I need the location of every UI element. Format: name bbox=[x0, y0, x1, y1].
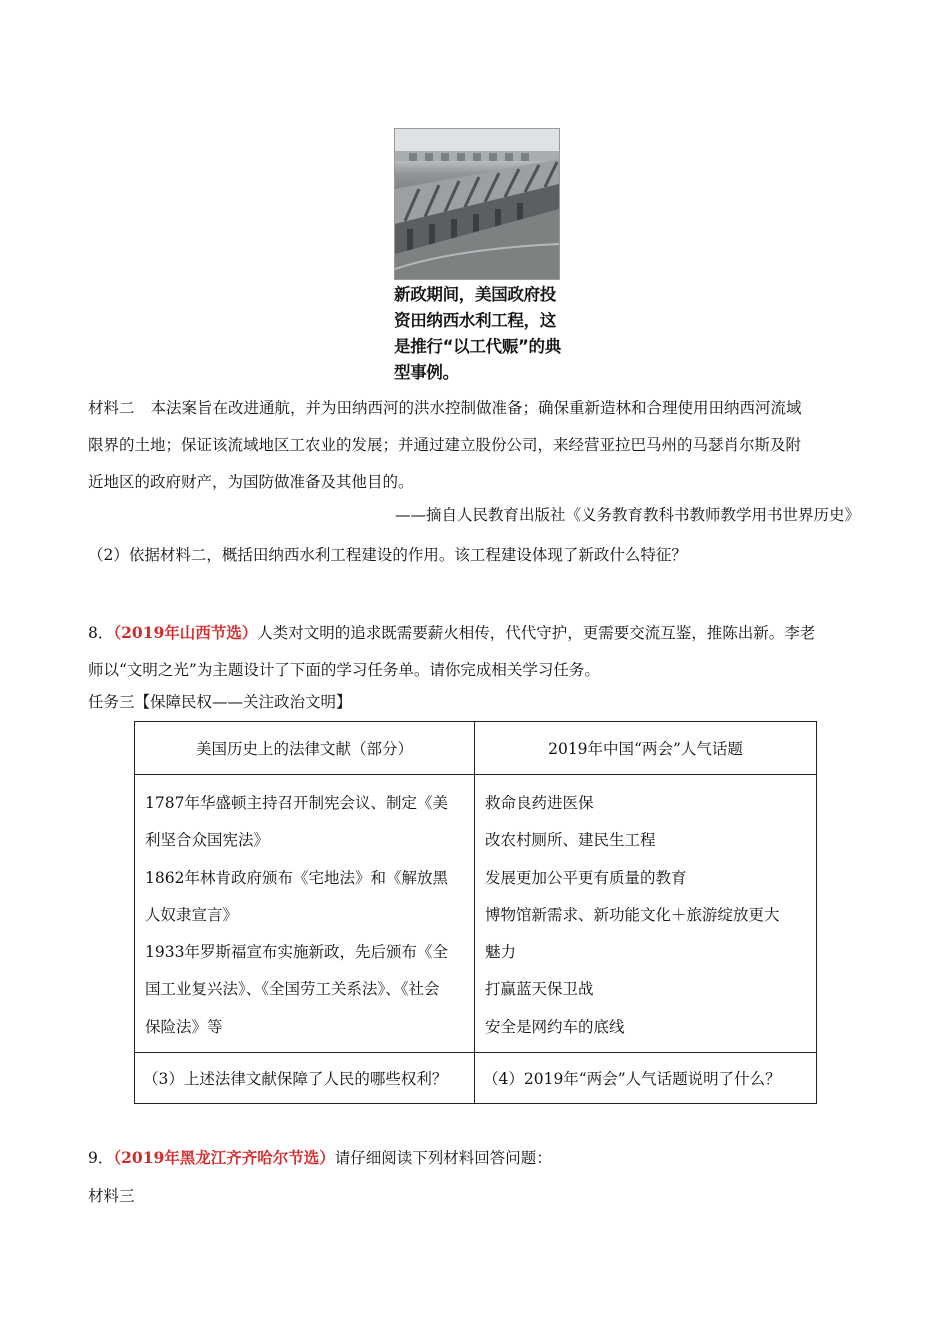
item8-source-tag: （2019年山西节选） bbox=[113, 623, 258, 642]
header-us-law-docs: 美国历史上的法律文献（部分） bbox=[135, 722, 475, 775]
dam-illustration bbox=[395, 129, 559, 279]
cell-line: 1933年罗斯福宣布实施新政，先后颁布《全 bbox=[145, 943, 448, 962]
caption-line: 是推行“以工代赈”的典 bbox=[394, 337, 561, 356]
item9-source-tag: （2019年黑龙江齐齐哈尔节选） bbox=[113, 1148, 335, 1167]
cell-line: 1787年华盛顿主持召开制宪会议、制定《美 bbox=[145, 794, 448, 812]
material2-source: ——摘自人民教育出版社《义务教育教科书教师教学用书世界历史》 bbox=[394, 506, 860, 524]
cell-line: 魅力 bbox=[485, 943, 517, 962]
cell-line: 博物馆新需求、新功能文化＋旅游绽放更大 bbox=[485, 905, 780, 924]
cell-line: 1862年林肯政府颁布《宅地法》和《解放黑 bbox=[145, 868, 448, 887]
item8-line: 8．（2019年山西节选）人类对文明的追求既需要薪火相传，代代守护，更需要交流互鉴，推陈出新。李老 bbox=[88, 623, 816, 642]
us-law-docs-cell bbox=[135, 775, 475, 1053]
cell-line: 发展更加公平更有质量的教育 bbox=[485, 868, 687, 887]
item9-line: 9．（2019年黑龙江齐齐哈尔节选）请仔细阅读下列材料回答问题： bbox=[88, 1148, 552, 1167]
two-sessions-topics-cell bbox=[475, 775, 817, 1053]
figure-caption bbox=[394, 282, 566, 386]
header-two-sessions-topics: 2019年中国“两会”人气话题 bbox=[475, 722, 817, 775]
tennessee-dam-photo bbox=[394, 128, 560, 280]
cell-line: 打赢蓝天保卫战 bbox=[485, 980, 594, 999]
material2-line: 近地区的政府财产，为国防做准备及其他目的。 bbox=[88, 473, 414, 491]
caption-line: 资田纳西水利工程，这 bbox=[394, 311, 557, 330]
law-documents-table bbox=[134, 721, 817, 1104]
task-three-title: 任务三【保障民权——关注政治文明】 bbox=[88, 693, 352, 711]
item8-line: 师以“文明之光”为主题设计了下面的学习任务单。请你完成相关学习任务。 bbox=[88, 661, 600, 679]
cell-line: 保险法》等 bbox=[145, 1017, 223, 1036]
item9-number: 9． bbox=[88, 1149, 114, 1167]
cell-line: 利坚合众国宪法》 bbox=[145, 831, 270, 850]
item8-number: 8． bbox=[88, 624, 114, 642]
cell-line: 救命良药进医保 bbox=[485, 794, 594, 812]
table-body-row bbox=[135, 775, 817, 1053]
material3-label: 材料三 bbox=[88, 1187, 135, 1205]
question-4: （4）2019年“两会”人气话题说明了什么？ bbox=[475, 1053, 817, 1104]
item8-paragraph bbox=[88, 614, 864, 689]
cell-line: 安全是网约车的底线 bbox=[485, 1017, 625, 1036]
cell-line: 改农村厕所、建民生工程 bbox=[485, 831, 656, 850]
material2-label: 材料二 bbox=[88, 399, 135, 417]
cell-line: 国工业复兴法》、《全国劳工关系法》、《社会 bbox=[145, 980, 440, 999]
question-3: （3）上述法律文献保障了人民的哪些权利？ bbox=[135, 1053, 475, 1104]
table-question-row bbox=[135, 1053, 817, 1104]
cell-line: 人奴隶宣言》 bbox=[145, 905, 239, 924]
material2-paragraph bbox=[88, 390, 864, 501]
material2-line: 材料二 本法案旨在改进通航，并为田纳西河的洪水控制做准备；确保重新造林和合理使用田纳西河流域 bbox=[88, 399, 802, 417]
table-header-row bbox=[135, 722, 817, 775]
figure bbox=[394, 128, 560, 386]
question-2: （2）依据材料二，概括田纳西水利工程建设的作用。该工程建设体现了新政什么特征？ bbox=[88, 546, 687, 564]
caption-line: 新政期间，美国政府投 bbox=[394, 285, 557, 304]
caption-line: 型事例。 bbox=[394, 363, 459, 382]
material2-line: 限界的土地；保证该流域地区工农业的发展；并通过建立股份公司，来经营亚拉巴马州的马瑟肖尔斯及附 bbox=[88, 436, 802, 454]
